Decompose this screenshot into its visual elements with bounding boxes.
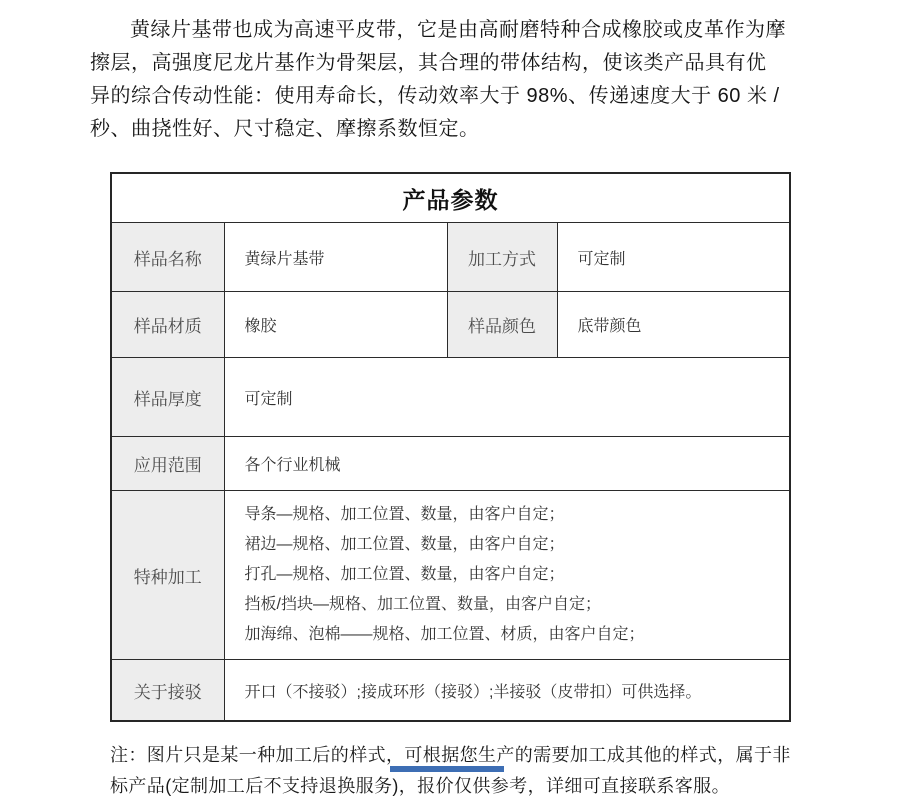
intro-line: 黄绿片基带也成为高速平皮带，它是由高耐磨特种合成橡胶或皮革作为摩 (130, 19, 786, 41)
param-value-processing-method: 可定制 (557, 223, 790, 292)
param-label-processing-method: 加工方式 (447, 223, 557, 292)
table-row (111, 491, 790, 660)
param-label-sample-name: 样品名称 (111, 223, 224, 292)
param-label-sample-thickness: 样品厚度 (111, 358, 224, 437)
table-row (111, 223, 790, 292)
table-row (111, 660, 790, 722)
param-label-application-scope: 应用范围 (111, 437, 224, 491)
table-title: 产品参数 (111, 173, 790, 223)
table-row (111, 292, 790, 358)
intro-line: 异的综合传动性能：使用寿命长，传动效率大于 98%、传递速度大于 60 米 / (90, 85, 780, 107)
intro-paragraph (90, 14, 810, 146)
special-processing-line: 挡板/挡块—规格、加工位置、数量，由客户自定； (244, 596, 601, 613)
footer-note-line: 注：图片只是某一种加工后的样式，可根据您生产的需要加工成其他的样式，属于非 (110, 745, 791, 765)
param-value-sample-material: 橡胶 (224, 292, 447, 358)
param-label-sample-material: 样品材质 (111, 292, 224, 358)
footer-note-line: 标产品(定制加工后不支持退换服务)，报价仅供参考，详细可直接联系客服。 (110, 776, 730, 796)
special-processing-line: 打孔—规格、加工位置、数量，由客户自定； (244, 566, 565, 583)
special-processing-line: 导条—规格、加工位置、数量，由客户自定； (244, 506, 565, 523)
table-row (111, 358, 790, 437)
param-value-special-processing (224, 491, 790, 660)
bottom-blue-accent-bar (390, 766, 504, 772)
product-params-table (110, 172, 791, 722)
intro-line: 秒、曲挠性好、尺寸稳定、摩擦系数恒定。 (90, 118, 480, 140)
special-processing-line: 加海绵、泡棉——规格、加工位置、材质，由客户自定； (244, 626, 645, 643)
param-value-sample-color: 底带颜色 (557, 292, 790, 358)
param-value-about-joining: 开口（不接驳）;接成环形（接驳）;半接驳（皮带扣）可供选择。 (224, 660, 790, 722)
param-label-sample-color: 样品颜色 (447, 292, 557, 358)
intro-line: 擦层，高强度尼龙片基作为骨架层，其合理的带体结构，使该类产品具有优 (90, 52, 767, 74)
param-label-special-processing: 特种加工 (111, 491, 224, 660)
param-label-about-joining: 关于接驳 (111, 660, 224, 722)
param-value-application-scope: 各个行业机械 (224, 437, 790, 491)
param-value-sample-name: 黄绿片基带 (224, 223, 447, 292)
special-processing-line: 裙边—规格、加工位置、数量，由客户自定； (244, 536, 565, 553)
table-row (111, 437, 790, 491)
param-value-sample-thickness: 可定制 (224, 358, 790, 437)
